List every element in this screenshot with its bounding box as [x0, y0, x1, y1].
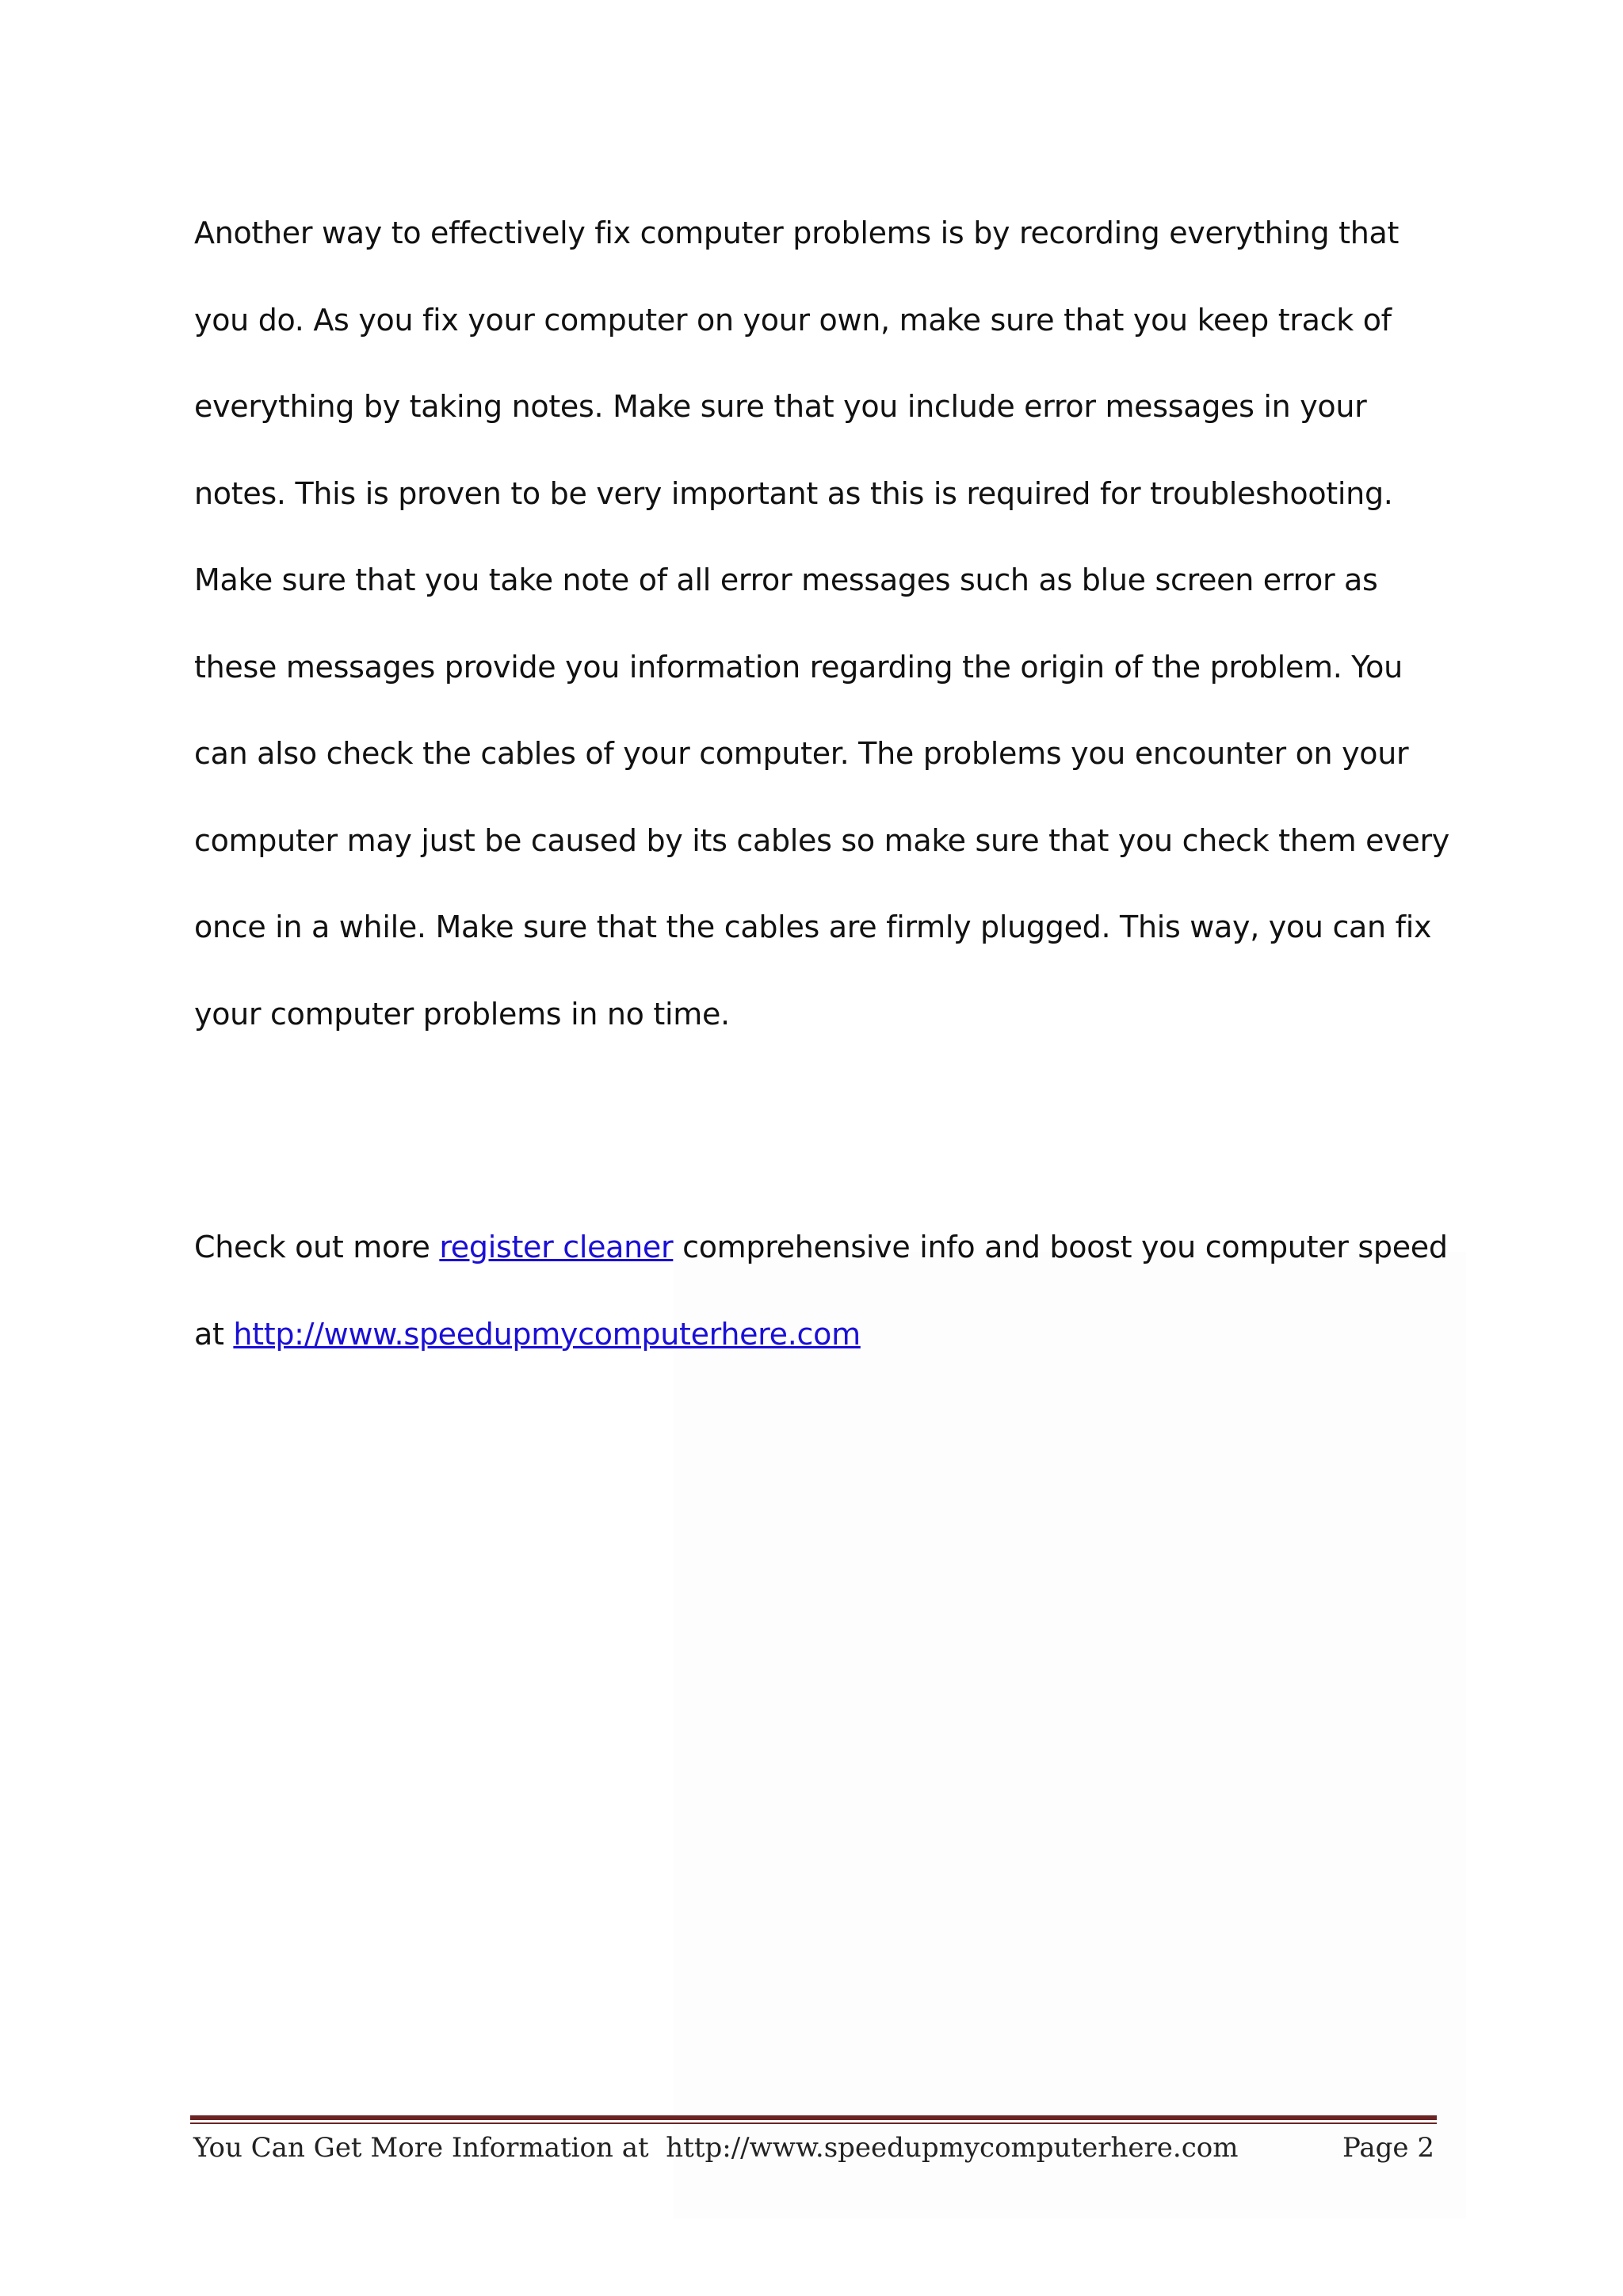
- footer-page-number: Page 2: [1342, 2132, 1434, 2164]
- footer-rule-thin: [190, 2122, 1437, 2124]
- cta-paragraph: [194, 1204, 1462, 1378]
- body-paragraph: Another way to effectively fix computer problems is by recording everything that you do. As you fix your computer on your own, make sure that you keep track of everything by taking notes. Make sure that you include error messages in your notes. This is proven to be very important as this is required for troubleshooting. Make sure that you take note of all error messages such as blue screen error as these messages provide you information regarding the origin of the problem. You can also check the cables of your computer. The problems you encounter on your computer may just be caused by its cables so make sure that you check them every once in a while. Make sure that the cables are firmly plugged. This way, you can fix your computer problems in no time.: [194, 215, 1449, 1032]
- footer-info-text: You Can Get More Information at http://www.speedupmycomputerhere.com: [193, 2132, 1239, 2164]
- background-panel: [674, 1252, 1466, 2218]
- footer-rule-thick: [190, 2115, 1437, 2120]
- speedup-site-link[interactable]: http://www.speedupmycomputerhere.com: [233, 1316, 861, 1352]
- cta-middle: comprehensive info and boost you computer speed at: [194, 1230, 1448, 1352]
- register-cleaner-link[interactable]: register cleaner: [439, 1230, 674, 1264]
- cta-prefix: Check out more: [194, 1230, 440, 1264]
